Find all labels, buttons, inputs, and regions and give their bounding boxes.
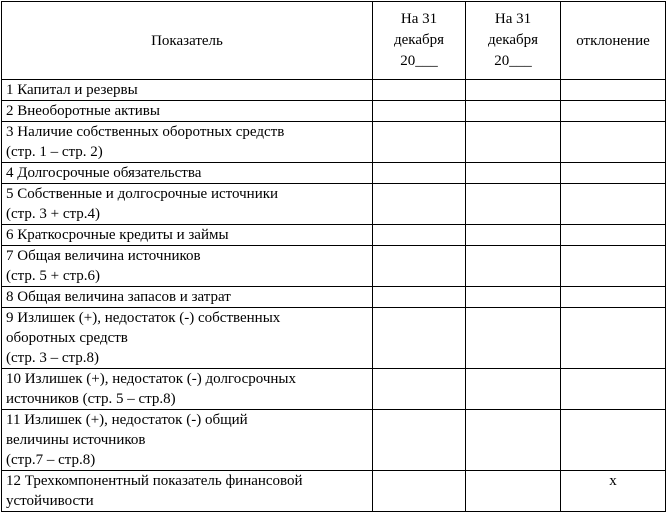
- value-cell: [373, 246, 466, 287]
- deviation-cell: [561, 246, 666, 287]
- indicator-cell: [2, 471, 373, 512]
- value-cell: [373, 80, 466, 101]
- deviation-cell: [561, 163, 666, 184]
- indicator-line: источников (стр. 5 – стр.8): [6, 391, 176, 407]
- value-cell: [466, 122, 561, 163]
- indicator-cell: [2, 80, 373, 101]
- indicator-line: (стр. 3 – стр.8): [6, 350, 100, 366]
- indicator-line: (стр. 3 + стр.4): [6, 206, 100, 222]
- indicator-cell: [2, 101, 373, 122]
- deviation-cell: [561, 287, 666, 308]
- indicator-line: 1 Капитал и резервы: [6, 82, 138, 98]
- value-cell: [466, 101, 561, 122]
- header-indicator: Показатель: [2, 2, 373, 80]
- indicator-line: 2 Внеоборотные активы: [6, 103, 160, 119]
- value-cell: [466, 246, 561, 287]
- value-cell: [373, 410, 466, 471]
- indicator-line: устойчивости: [6, 493, 94, 509]
- deviation-cell: [561, 410, 666, 471]
- value-cell: [373, 471, 466, 512]
- indicator-line: (стр.7 – стр.8): [6, 452, 96, 468]
- value-cell: [466, 225, 561, 246]
- indicator-line: 10 Излишек (+), недостаток (-) долгосрочных: [6, 371, 296, 387]
- indicator-line: 9 Излишек (+), недостаток (-) собственных: [6, 310, 281, 326]
- table-row: [2, 287, 666, 308]
- indicator-line: оборотных средств: [6, 330, 128, 346]
- indicator-cell: [2, 410, 373, 471]
- header-date-2: [466, 2, 561, 80]
- table-row: [2, 410, 666, 471]
- value-cell: [373, 287, 466, 308]
- value-cell: [466, 287, 561, 308]
- indicator-line: 5 Собственные и долгосрочные источники: [6, 186, 279, 202]
- value-cell: [373, 184, 466, 225]
- indicator-cell: [2, 184, 373, 225]
- table-row: [2, 184, 666, 225]
- value-cell: [373, 369, 466, 410]
- deviation-cell: [561, 369, 666, 410]
- indicator-cell: [2, 225, 373, 246]
- table-row: [2, 101, 666, 122]
- table-row: [2, 246, 666, 287]
- value-cell: [373, 101, 466, 122]
- table-row: [2, 308, 666, 369]
- value-cell: [373, 122, 466, 163]
- table-body: [2, 80, 666, 512]
- value-cell: [466, 410, 561, 471]
- indicator-line: 7 Общая величина источников: [6, 248, 201, 264]
- table-row: [2, 471, 666, 512]
- header-date-2-line: На 31: [494, 11, 532, 27]
- indicator-cell: [2, 246, 373, 287]
- table-row: [2, 80, 666, 101]
- header-date-1-line: декабря: [393, 32, 445, 48]
- header-deviation: отклонение: [561, 2, 666, 80]
- deviation-cell: [561, 184, 666, 225]
- indicator-line: величины источников: [6, 432, 146, 448]
- indicator-cell: [2, 308, 373, 369]
- value-cell: [373, 308, 466, 369]
- header-date-2-line: декабря: [487, 32, 539, 48]
- indicator-line: 12 Трехкомпонентный показатель финансовой: [6, 473, 303, 489]
- indicator-cell: [2, 122, 373, 163]
- indicator-cell: [2, 369, 373, 410]
- value-cell: [466, 308, 561, 369]
- deviation-cell: х: [561, 471, 666, 512]
- indicator-line: (стр. 1 – стр. 2): [6, 144, 103, 160]
- table-row: [2, 163, 666, 184]
- indicator-line: 6 Краткосрочные кредиты и займы: [6, 227, 229, 243]
- indicator-line: (стр. 5 + стр.6): [6, 268, 100, 284]
- deviation-cell: [561, 122, 666, 163]
- header-date-1: [373, 2, 466, 80]
- indicator-line: 3 Наличие собственных оборотных средств: [6, 124, 285, 140]
- header-date-1-line: На 31: [400, 11, 438, 27]
- value-cell: [466, 184, 561, 225]
- value-cell: [373, 163, 466, 184]
- indicator-cell: [2, 287, 373, 308]
- value-cell: [373, 225, 466, 246]
- deviation-cell: [561, 80, 666, 101]
- deviation-cell: [561, 308, 666, 369]
- deviation-cell: [561, 225, 666, 246]
- table-row: [2, 225, 666, 246]
- value-cell: [466, 369, 561, 410]
- financial-stability-table: [1, 1, 666, 512]
- deviation-cell: [561, 101, 666, 122]
- indicator-cell: [2, 163, 373, 184]
- table-row: [2, 369, 666, 410]
- indicator-line: 8 Общая величина запасов и затрат: [6, 289, 231, 305]
- indicator-line: 4 Долгосрочные обязательства: [6, 165, 202, 181]
- table-row: [2, 122, 666, 163]
- indicator-line: 11 Излишек (+), недостаток (-) общий: [6, 412, 248, 428]
- value-cell: [466, 163, 561, 184]
- header-date-1-line: 20___: [400, 53, 438, 69]
- value-cell: [466, 80, 561, 101]
- header-date-2-line: 20___: [494, 53, 532, 69]
- header-row: [2, 2, 666, 80]
- value-cell: [466, 471, 561, 512]
